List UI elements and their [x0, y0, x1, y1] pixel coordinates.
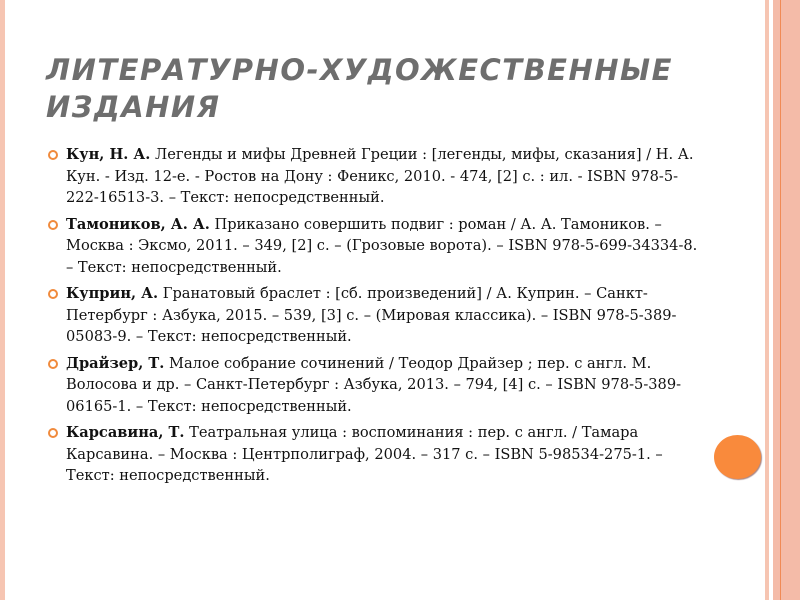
bullet-icon: [48, 150, 58, 160]
left-decor-stripe: [0, 0, 5, 600]
item-author: Куприн, А.: [66, 285, 159, 302]
item-author: Тамоников, А. А.: [66, 215, 210, 233]
bullet-icon: [48, 428, 58, 438]
item-text: Театральная улица : воспоминания : пер. с англ. / Тамара Карсавина. – Москва : Центрполиграф, 2004. – 317 с. – ISBN 5-98534-275-1. – Текст: непосредственный.: [66, 424, 663, 484]
bibliography-list: [46, 144, 706, 492]
item-author: Драйзер, Т.: [66, 354, 165, 372]
list-item: [46, 422, 706, 487]
item-text: Легенды и мифы Древней Греции : [легенды, мифы, сказания] / Н. А. Кун. - Изд. 12-е. - Ростов на Дону : Феникс, 2010. - 474, [2] с. : ил. - ISBN 978-5-222-16513-3. – Текст: непосредственный.: [66, 146, 694, 206]
right-decor-band: [773, 0, 800, 600]
bullet-icon: [48, 220, 58, 230]
item-author: Кун, Н. А.: [66, 146, 151, 163]
list-item: [46, 144, 706, 209]
decor-circle: [714, 435, 761, 479]
slide-title: ЛИТЕРАТУРНО-ХУДОЖЕСТВЕННЫЕ ИЗДАНИЯ: [46, 53, 673, 124]
right-decor-thin-stripe: [765, 0, 769, 600]
list-item: [46, 353, 706, 418]
item-text: Приказано совершить подвиг : роман / А. А. Тамоников. – Москва : Эксмо, 2011. – 349, [2] с. – (Грозовые ворота). – ISBN 978-5-699-34334-8. – Текст: непосредственный.: [66, 215, 698, 276]
item-text: Малое собрание сочинений / Теодор Драйзер ; пер. с англ. М. Волосова и др. – Санкт-Петербург : Азбука, 2013. – 794, [4] с. – ISBN 978-5-389-06165-1. – Текст: непосредственный.: [66, 354, 682, 415]
bullet-icon: [48, 359, 58, 369]
list-item: [46, 283, 706, 348]
bullet-icon: [48, 289, 58, 299]
list-item: [46, 214, 706, 279]
right-decor-line: [780, 0, 781, 600]
item-text: Гранатовый браслет : [сб. произведений] / А. Куприн. – Санкт-Петербург : Азбука, 2015. – 539, [3] с. – (Мировая классика). – ISBN 978-5-389-05083-9. – Текст: непосредственный.: [66, 285, 677, 345]
item-author: Карсавина, Т.: [66, 424, 185, 441]
